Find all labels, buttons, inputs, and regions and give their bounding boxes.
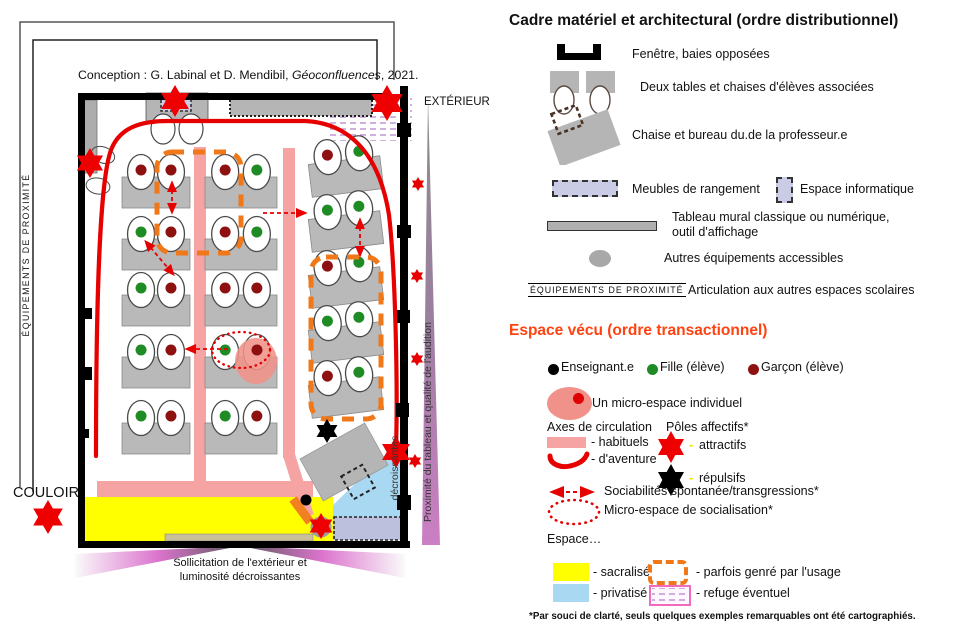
window-icon — [557, 44, 601, 61]
chair-empty — [151, 114, 175, 144]
fille-dot — [251, 165, 262, 176]
fille-dot — [251, 227, 262, 238]
wall-bottom — [78, 541, 410, 548]
sociabilites-arrow-icon — [544, 485, 602, 499]
micro-espace-dot — [573, 391, 584, 409]
attractif-star — [411, 269, 423, 283]
refuge-icon — [649, 585, 691, 606]
legend-autres-label: Autres équipements accessibles — [664, 251, 844, 265]
desk-unit — [122, 273, 190, 327]
garcon-dot — [136, 165, 147, 176]
garcon-dot — [252, 345, 263, 356]
aventure-icon — [546, 451, 590, 471]
teacher-desk-icon — [540, 105, 630, 165]
student-desks — [122, 133, 384, 454]
fille-dot — [136, 345, 147, 356]
repulsif-star — [317, 419, 338, 443]
garcon-dot — [220, 283, 231, 294]
equipment-ellipse-icon — [589, 250, 611, 267]
habituels-icon — [547, 437, 586, 448]
circulation-vertical-2 — [283, 148, 295, 458]
garcon-dot — [165, 283, 176, 294]
micro-socialisation-icon — [546, 498, 604, 526]
legend-genre-label: - parfois genré par l'usage — [696, 565, 841, 579]
legend-tableau-label-2: outil d'affichage — [672, 225, 759, 239]
exterieur-label: EXTÉRIEUR — [424, 96, 490, 108]
wall-mark — [396, 403, 409, 417]
legend-fenetre-label: Fenêtre, baies opposées — [632, 47, 770, 61]
yellow-dash: - — [689, 437, 694, 452]
garcon-dot — [220, 227, 231, 238]
fille-dot — [136, 411, 147, 422]
garcon-dot — [251, 283, 262, 294]
wedge-right-text-1: Proximité du tableau et qualité de l'audition — [422, 322, 434, 522]
desk-unit — [205, 401, 277, 455]
wall-mark — [397, 123, 411, 137]
wall-mark — [80, 429, 89, 438]
legend-privatise-label: - privatisé — [593, 586, 648, 600]
couloir-label: COULOIR — [13, 485, 80, 501]
legend-prof-label: Chaise et bureau du.de la professeur.e — [632, 128, 848, 142]
garcon-dot — [251, 411, 262, 422]
attractif-star — [412, 177, 424, 191]
informatique-icon — [776, 177, 793, 203]
chair-empty — [179, 114, 203, 144]
legend-sacralise-label: - sacralisé — [593, 565, 650, 579]
garcon-dot-icon — [748, 362, 759, 380]
fille-dot — [136, 283, 147, 294]
legend-microsoc-label: Micro-espace de socialisation* — [604, 503, 773, 517]
privatise-icon — [553, 584, 589, 602]
garcon-dot — [165, 227, 176, 238]
garcon-dot — [165, 345, 176, 356]
attractif-star-icon — [656, 431, 686, 463]
garcon-dot — [165, 165, 176, 176]
legend-repulsifs-label: répulsifs — [699, 471, 746, 485]
conception-credit: Conception : G. Labinal et D. Mendibil, Géoconfluences, 2021. — [78, 68, 419, 82]
chair-empty — [85, 176, 111, 196]
enseignant-dot-icon — [548, 362, 559, 380]
fille-dot — [220, 411, 231, 422]
legend-aventure-label: - d'aventure — [591, 452, 657, 466]
attractif-star — [33, 500, 63, 534]
rangement-bottom — [334, 517, 402, 540]
tableau-mural — [165, 534, 313, 541]
legend-fille-label: Fille (élève) — [660, 360, 725, 374]
legend-axes-header: Axes de circulation — [547, 420, 652, 434]
desk-unit — [306, 354, 384, 418]
enseignant-dot — [301, 495, 312, 506]
wall-top — [78, 93, 388, 100]
fille-dot — [220, 345, 231, 356]
band-bottom-text-2: luminosité décroissantes — [179, 571, 301, 583]
desk-unit — [306, 244, 384, 308]
legend-micro-label: Un micro-espace individuel — [592, 396, 743, 410]
legend-espace-header: Espace… — [547, 532, 602, 546]
sacralise-icon — [553, 563, 589, 581]
legend-footnote: *Par souci de clarté, seuls quelques exemples remarquables ont été cartographiés. — [529, 611, 916, 622]
legend-title-cadre: Cadre matériel et architectural (ordre distributionnel) — [509, 12, 899, 29]
circulation-vertical-1 — [194, 147, 206, 485]
rangement-icon — [552, 180, 618, 197]
equipements-proximite-icon: ÉQUIPEMENTS DE PROXIMITÉ — [530, 285, 684, 295]
legend-enseignant-label: Enseignant.e — [561, 360, 634, 374]
garcon-dot — [165, 411, 176, 422]
legend-habituels-label: - habituels — [591, 435, 649, 449]
attractif-star — [409, 454, 421, 468]
desk-unit — [122, 335, 190, 389]
legend-title-espace-vecu: Espace vécu (ordre transactionnel) — [509, 322, 768, 339]
genre-icon — [648, 560, 688, 585]
desk-unit — [122, 401, 190, 455]
legend-refuge-label: - refuge éventuel — [696, 586, 790, 600]
wall-mark — [397, 310, 410, 323]
legend-tables-label: Deux tables et chaises d'élèves associées — [640, 80, 874, 94]
legend-informatique-label: Espace informatique — [800, 182, 914, 196]
legend-articulation-label: Articulation aux autres espaces scolaires — [688, 283, 915, 297]
wall-mark — [397, 225, 411, 238]
fille-dot — [136, 227, 147, 238]
circulation-horizontal — [97, 481, 313, 497]
micro-espace-icon — [547, 387, 592, 420]
wall-mark — [80, 308, 92, 319]
equipements-proximite-vertical: ÉQUIPEMENTS DE PROXIMITÉ — [21, 173, 31, 337]
wedge-right-text-2: décroissantes — [389, 435, 401, 501]
desk-unit — [306, 299, 384, 363]
band-bottom-text-1: Sollicitation de l'extérieur et — [173, 557, 307, 569]
desk-unit — [306, 188, 384, 252]
legend-poles-header: Pôles affectifs* — [666, 420, 749, 434]
legend-tableau-label-1: Tableau mural classique ou numérique, — [672, 210, 890, 224]
tableau-icon — [547, 221, 657, 231]
wall-mark — [80, 367, 92, 380]
yellow-dash: - — [689, 470, 694, 485]
legend-sociabilites-label: Sociabilités spontanée/transgressions* — [604, 484, 819, 498]
legend-rangement-label: Meubles de rangement — [632, 182, 760, 196]
legend-garcon-label: Garçon (élève) — [761, 360, 844, 374]
garcon-dot — [220, 165, 231, 176]
legend-attractifs-label: attractifs — [699, 438, 747, 452]
fille-dot-icon — [647, 362, 658, 380]
desk-unit — [205, 273, 277, 327]
